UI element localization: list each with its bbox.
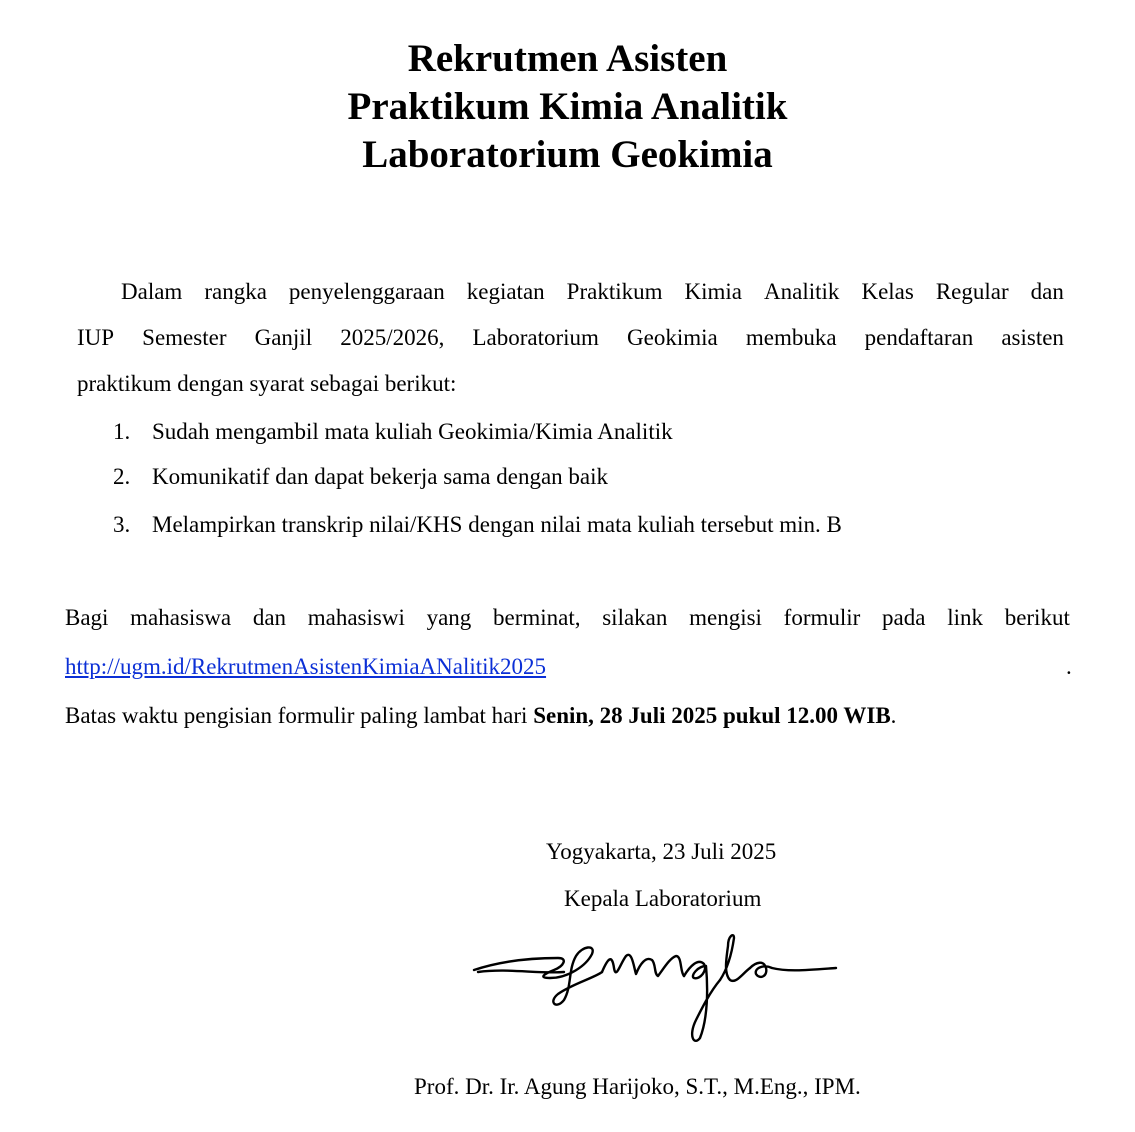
list-text: Komunikatif dan dapat bekerja sama dengan baik [152, 464, 609, 489]
word: link [947, 605, 983, 630]
word: mengisi [689, 605, 762, 630]
word: 2025/2026, [340, 325, 445, 350]
title-line-3: Laboratorium Geokimia [362, 133, 773, 176]
word: mahasiswi [307, 605, 405, 630]
word: pada [882, 605, 926, 630]
word: Laboratorium [472, 325, 599, 350]
handwritten-signature-icon [468, 928, 848, 1048]
word: Praktikum [566, 279, 663, 304]
deadline-prefix: Batas waktu pengisian formulir paling lambat hari [65, 703, 534, 728]
deadline-suffix: . [890, 703, 897, 728]
word: berminat, [493, 605, 581, 630]
word: pendaftaran [864, 325, 974, 350]
word: penyelenggaraan [288, 279, 445, 304]
registration-form-link[interactable]: http://ugm.id/RekrutmenAsistenKimiaANalitik2025 [65, 654, 547, 679]
registration-line-1 [65, 604, 1070, 631]
deadline-line [65, 702, 1070, 729]
word: asisten [1001, 325, 1064, 350]
intro-line-1 [121, 278, 1064, 305]
title-line-1: Rekrutmen Asisten [407, 37, 728, 80]
position-title: Kepala Laboratorium [564, 886, 762, 911]
word: Regular [935, 279, 1009, 304]
word: Analitik [764, 279, 840, 304]
word: Kimia [684, 279, 743, 304]
word: Ganjil [254, 325, 313, 350]
link-suffix: . [1066, 654, 1072, 679]
word: rangka [204, 279, 267, 304]
list-number: 2. [113, 464, 131, 489]
list-text: Melampirkan transkrip nilai/KHS dengan nilai mata kuliah tersebut min. B [152, 512, 842, 537]
deadline-date: Senin, 28 Juli 2025 pukul 12.00 WIB [533, 703, 891, 728]
intro-line-2 [77, 324, 1064, 351]
word: mahasiswa [130, 605, 232, 630]
word: dan [1030, 279, 1064, 304]
word: Dalam [121, 279, 183, 304]
list-number: 1. [113, 419, 131, 444]
registration-link-line [65, 653, 1070, 680]
title-line-2: Praktikum Kimia Analitik [347, 85, 788, 128]
word: Kelas [861, 279, 914, 304]
word: IUP [77, 325, 115, 350]
word: Semester [142, 325, 227, 350]
word: yang [426, 605, 472, 630]
intro-line-3: praktikum dengan syarat sebagai berikut: [77, 371, 457, 396]
list-number: 3. [113, 512, 131, 537]
list-text: Sudah mengambil mata kuliah Geokimia/Kimia Analitik [152, 419, 673, 444]
word: formulir [783, 605, 861, 630]
word: Geokimia [627, 325, 718, 350]
word: silakan [602, 605, 668, 630]
word: Bagi [65, 605, 109, 630]
word: dan [252, 605, 287, 630]
word: kegiatan [466, 279, 545, 304]
word: membuka [745, 325, 837, 350]
word: berikut [1004, 605, 1070, 630]
place-date: Yogyakarta, 23 Juli 2025 [546, 839, 777, 864]
signatory-name: Prof. Dr. Ir. Agung Harijoko, S.T., M.Eng., IPM. [414, 1074, 861, 1099]
